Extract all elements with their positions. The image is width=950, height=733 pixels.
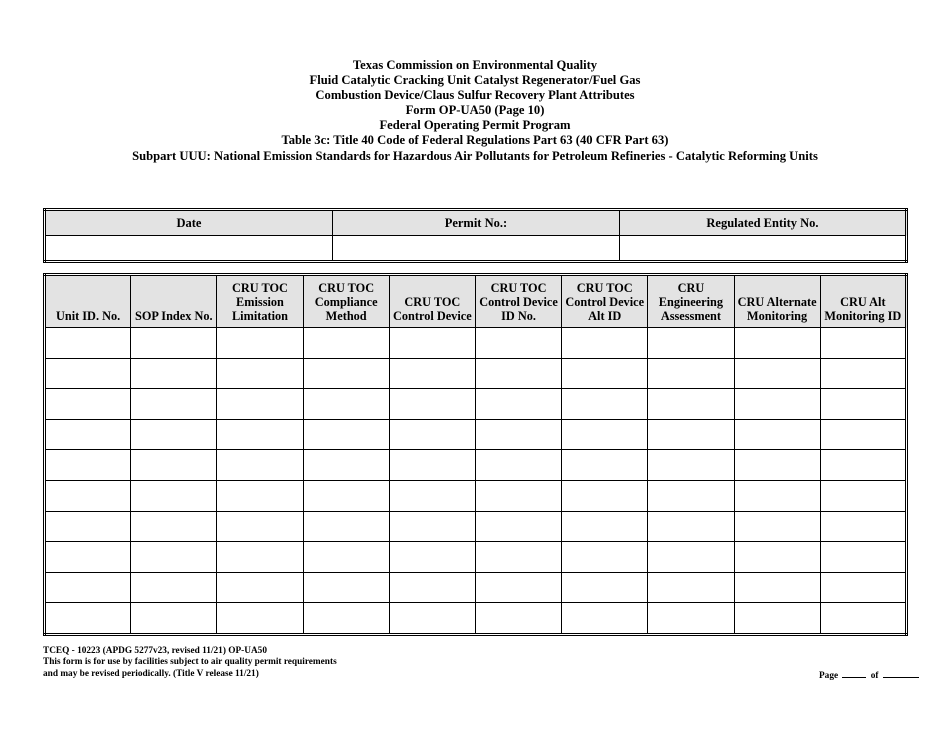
footer-form-number: TCEQ - 10223 (APDG 5277v23, revised 11/21) OP-UA50 <box>43 646 267 656</box>
table-cell[interactable] <box>217 480 303 511</box>
table-cell[interactable] <box>648 480 734 511</box>
column-header <box>217 275 303 328</box>
table-cell[interactable] <box>389 450 475 481</box>
table-cell[interactable] <box>562 603 648 635</box>
header-title-line1: Fluid Catalytic Cracking Unit Catalyst Regenerator/Fuel Gas <box>309 73 641 88</box>
column-header-line: Monitoring <box>747 309 808 323</box>
table-cell[interactable] <box>45 328 131 359</box>
table-cell[interactable] <box>131 542 217 573</box>
column-header-line: Emission <box>236 295 284 309</box>
column-header-line: Assessment <box>660 309 721 323</box>
header-title-line2: Combustion Device/Claus Sulfur Recovery Plant Attributes <box>315 88 635 103</box>
table-cell[interactable] <box>131 603 217 635</box>
table-cell[interactable] <box>734 511 820 542</box>
table-cell[interactable] <box>45 389 131 420</box>
table-cell[interactable] <box>303 603 389 635</box>
table-cell[interactable] <box>303 572 389 603</box>
page-number <box>819 668 921 681</box>
table-cell[interactable] <box>45 450 131 481</box>
table-cell[interactable] <box>217 389 303 420</box>
table-cell[interactable] <box>45 542 131 573</box>
table-row <box>45 358 907 389</box>
table-cell[interactable] <box>820 358 906 389</box>
table-cell[interactable] <box>648 389 734 420</box>
table-cell[interactable] <box>734 603 820 635</box>
table-cell[interactable] <box>734 480 820 511</box>
table-cell[interactable] <box>303 419 389 450</box>
column-header-line: CRU Alt <box>840 295 886 309</box>
table-cell[interactable] <box>734 419 820 450</box>
column-header-line: CRU TOC <box>404 295 461 309</box>
header-program: Federal Operating Permit Program <box>379 118 571 133</box>
page-total-field[interactable] <box>883 668 919 678</box>
table-cell[interactable] <box>131 328 217 359</box>
column-header-line: CRU TOC <box>490 281 547 295</box>
table-cell[interactable] <box>820 542 906 573</box>
column-header-line: CRU <box>677 281 705 295</box>
table-cell[interactable] <box>475 450 561 481</box>
table-cell[interactable] <box>648 511 734 542</box>
table-cell[interactable] <box>217 542 303 573</box>
table-row <box>45 328 907 359</box>
column-header-line: CRU Alternate <box>737 295 817 309</box>
form-header <box>0 58 950 164</box>
table-cell[interactable] <box>303 358 389 389</box>
table-cell[interactable] <box>303 389 389 420</box>
page-label: Page <box>819 671 839 681</box>
column-header <box>648 275 734 328</box>
table-cell[interactable] <box>820 328 906 359</box>
column-header-line: Method <box>325 309 367 323</box>
column-header <box>303 275 389 328</box>
column-header-line: Control Device <box>393 309 472 323</box>
table-cell[interactable] <box>389 328 475 359</box>
table-cell[interactable] <box>562 511 648 542</box>
attributes-body <box>45 328 907 635</box>
regulated-entity-header: Regulated Entity No. <box>619 210 906 236</box>
footer-usage-note: This form is for use by facilities subject to air quality permit requirements <box>43 657 337 668</box>
column-header-line: CRU TOC <box>576 281 633 295</box>
column-header-line: SOP Index No. <box>135 309 213 323</box>
header-table-title: Table 3c: Title 40 Code of Federal Regulations Part 63 (40 CFR Part 63) <box>281 133 669 148</box>
table-cell[interactable] <box>562 419 648 450</box>
table-cell[interactable] <box>734 328 820 359</box>
table-cell[interactable] <box>820 389 906 420</box>
column-header <box>820 275 906 328</box>
table-row <box>45 603 907 635</box>
table-row <box>45 419 907 450</box>
table-cell[interactable] <box>475 480 561 511</box>
table-cell[interactable] <box>475 358 561 389</box>
table-cell[interactable] <box>217 572 303 603</box>
table-cell[interactable] <box>820 511 906 542</box>
table-cell[interactable] <box>820 603 906 635</box>
header-form-id: Form OP-UA50 (Page 10) <box>405 103 545 118</box>
table-cell[interactable] <box>562 450 648 481</box>
table-row <box>45 572 907 603</box>
table-cell[interactable] <box>820 480 906 511</box>
table-cell[interactable] <box>648 358 734 389</box>
table-cell[interactable] <box>648 542 734 573</box>
table-cell[interactable] <box>45 511 131 542</box>
column-header-line: Unit ID. No. <box>55 309 121 323</box>
form-footer <box>43 646 337 680</box>
table-cell[interactable] <box>475 572 561 603</box>
table-cell[interactable] <box>475 328 561 359</box>
table-cell[interactable] <box>303 328 389 359</box>
column-header-line: ID No. <box>501 309 536 323</box>
table-row <box>45 542 907 573</box>
table-cell[interactable] <box>131 511 217 542</box>
table-cell[interactable] <box>734 572 820 603</box>
table-cell[interactable] <box>389 572 475 603</box>
table-cell[interactable] <box>820 419 906 450</box>
table-cell[interactable] <box>303 450 389 481</box>
table-cell[interactable] <box>45 419 131 450</box>
table-cell[interactable] <box>562 358 648 389</box>
table-row <box>45 389 907 420</box>
table-cell[interactable] <box>475 511 561 542</box>
table-cell[interactable] <box>562 389 648 420</box>
table-cell[interactable] <box>131 358 217 389</box>
column-header-line: Alt ID <box>588 309 622 323</box>
table-cell[interactable] <box>734 450 820 481</box>
table-cell[interactable] <box>389 419 475 450</box>
attributes-header-row <box>45 275 907 328</box>
table-cell[interactable] <box>217 603 303 635</box>
table-cell[interactable] <box>131 389 217 420</box>
table-cell[interactable] <box>303 542 389 573</box>
table-cell[interactable] <box>648 450 734 481</box>
date-header: Date <box>45 210 333 236</box>
table-cell[interactable] <box>820 572 906 603</box>
table-cell[interactable] <box>389 358 475 389</box>
column-header-line: Control Device <box>479 295 558 309</box>
table-cell[interactable] <box>303 511 389 542</box>
table-cell[interactable] <box>217 358 303 389</box>
table-cell[interactable] <box>45 603 131 635</box>
column-header-line: CRU TOC <box>318 281 375 295</box>
table-cell[interactable] <box>45 358 131 389</box>
table-cell[interactable] <box>131 572 217 603</box>
column-header <box>45 275 131 328</box>
table-cell[interactable] <box>389 603 475 635</box>
column-header <box>562 275 648 328</box>
table-cell[interactable] <box>389 480 475 511</box>
table-cell[interactable] <box>562 542 648 573</box>
column-header <box>131 275 217 328</box>
table-cell[interactable] <box>734 389 820 420</box>
column-header <box>734 275 820 328</box>
table-cell[interactable] <box>820 450 906 481</box>
column-header <box>475 275 561 328</box>
table-cell[interactable] <box>217 511 303 542</box>
table-cell[interactable] <box>131 450 217 481</box>
footer-revision-note: and may be revised periodically. (Title V release 11/21) <box>43 668 259 679</box>
table-cell[interactable] <box>648 603 734 635</box>
table-cell[interactable] <box>475 542 561 573</box>
table-cell[interactable] <box>475 419 561 450</box>
column-header-line: Limitation <box>231 309 288 323</box>
column-header-line: Monitoring ID <box>824 309 902 323</box>
of-label: of <box>870 671 879 681</box>
table-cell[interactable] <box>45 480 131 511</box>
table-row <box>45 480 907 511</box>
header-subpart: Subpart UUU: National Emission Standards for Hazardous Air Pollutants for Petroleum Refineries - Catalytic Reforming Units <box>132 148 818 163</box>
table-cell[interactable] <box>389 511 475 542</box>
header-agency: Texas Commission on Environmental Quality <box>352 58 598 72</box>
table-row <box>45 511 907 542</box>
column-header-line: CRU TOC <box>232 281 288 295</box>
permit-no-header: Permit No.: <box>332 210 619 236</box>
table-cell[interactable] <box>303 480 389 511</box>
table-cell[interactable] <box>734 542 820 573</box>
table-cell[interactable] <box>217 450 303 481</box>
table-cell[interactable] <box>45 572 131 603</box>
table-cell[interactable] <box>475 389 561 420</box>
page-current-field[interactable] <box>842 668 866 678</box>
table-cell[interactable] <box>562 328 648 359</box>
table-cell[interactable] <box>389 542 475 573</box>
table-cell[interactable] <box>734 358 820 389</box>
column-header-line: Compliance <box>314 295 378 309</box>
table-cell[interactable] <box>562 480 648 511</box>
regulated-entity-field[interactable] <box>619 236 906 262</box>
table-cell[interactable] <box>389 389 475 420</box>
table-cell[interactable] <box>648 419 734 450</box>
date-field[interactable] <box>45 236 333 262</box>
column-header <box>389 275 475 328</box>
table-cell[interactable] <box>131 480 217 511</box>
table-cell[interactable] <box>217 328 303 359</box>
permit-no-field[interactable] <box>332 236 619 262</box>
table-cell[interactable] <box>648 572 734 603</box>
attributes-table <box>43 273 908 636</box>
identification-table <box>43 208 908 263</box>
table-cell[interactable] <box>131 419 217 450</box>
column-header-line: Engineering <box>658 295 724 309</box>
table-cell[interactable] <box>648 328 734 359</box>
column-header-line: Control Device <box>565 295 645 309</box>
table-row <box>45 450 907 481</box>
table-cell[interactable] <box>475 603 561 635</box>
table-cell[interactable] <box>217 419 303 450</box>
table-cell[interactable] <box>562 572 648 603</box>
